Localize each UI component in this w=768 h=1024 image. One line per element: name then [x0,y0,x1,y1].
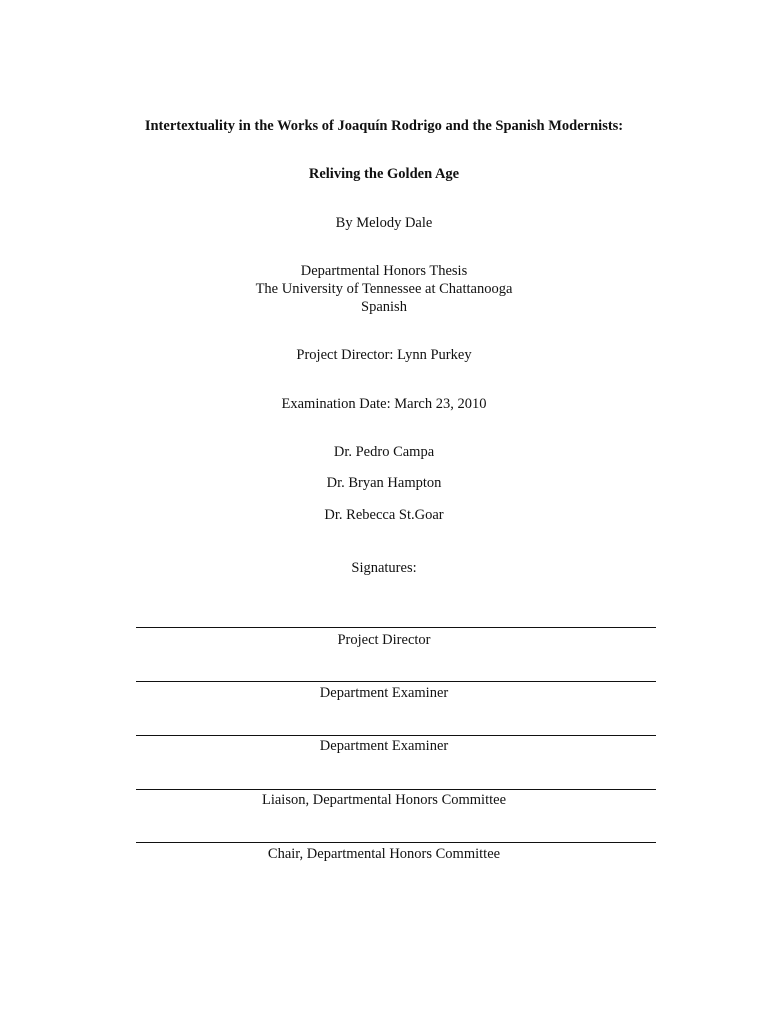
thesis-type: Departmental Honors Thesis [300,263,468,279]
signature-role-label: Liaison, Departmental Honors Committee [261,792,507,808]
signature-line[interactable] [136,842,656,843]
examiner-name: Dr. Pedro Campa [333,444,435,460]
thesis-title: Intertextuality in the Works of Joaquín Rodrigo and the Spanish Modernists: [144,118,624,134]
examiner-name: Dr. Bryan Hampton [326,475,442,491]
signatures-heading: Signatures: [351,560,417,576]
project-director-line: Project Director: Lynn Purkey [296,347,472,363]
university-name: The University of Tennessee at Chattanooga [255,281,513,297]
signature-role-label: Chair, Departmental Honors Committee [267,846,501,862]
signature-line[interactable] [136,627,656,628]
signature-line[interactable] [136,681,656,682]
signature-role-label: Department Examiner [319,685,449,701]
examination-date-line: Examination Date: March 23, 2010 [281,396,487,412]
signature-line[interactable] [136,789,656,790]
author-line: By Melody Dale [335,215,433,231]
signature-line[interactable] [136,735,656,736]
signature-role-label: Department Examiner [319,738,449,754]
signature-role-label: Project Director [337,632,431,648]
examiner-name: Dr. Rebecca St.Goar [324,507,444,523]
department-name: Spanish [361,299,407,315]
thesis-subtitle: Reliving the Golden Age [308,166,460,182]
